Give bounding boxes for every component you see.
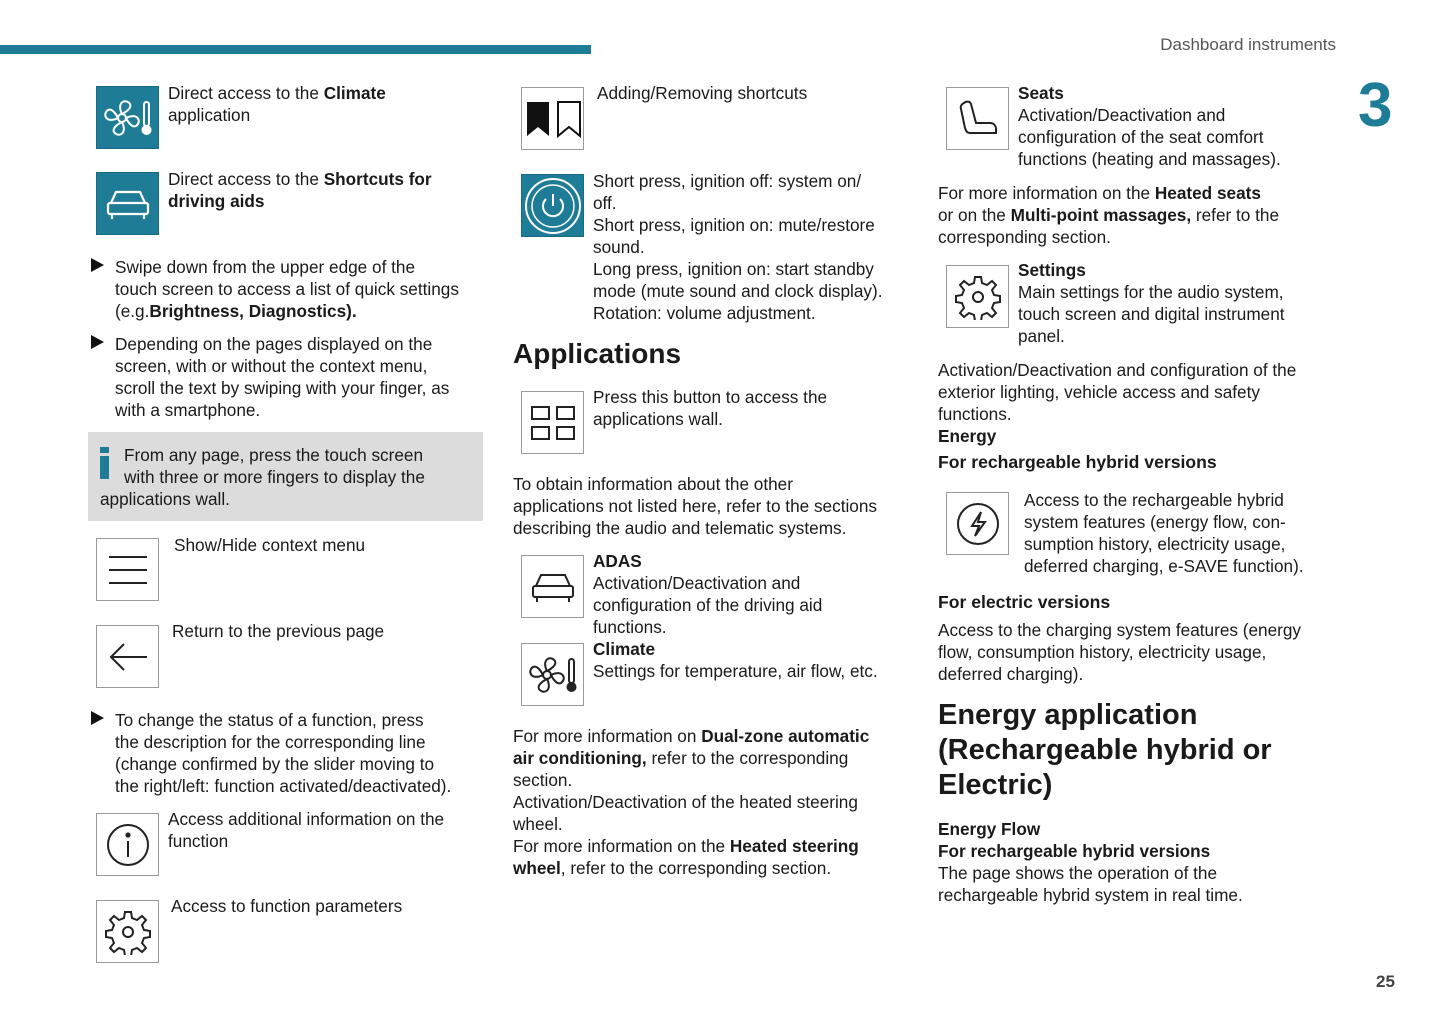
climate-icon [96, 86, 159, 149]
applications-heading: Applications [513, 338, 682, 369]
header-accent-bar [0, 45, 591, 54]
electric-text: Access to the charging system features (energy flow, consumption history, electricity usage, deferred charging). [938, 620, 1302, 684]
fan-thermometer-icon [521, 643, 584, 706]
hybrid-text: Access to the rechargeable hybrid system features (energy flow, con- sumption history, electricity usage, deferred charging, e-SAVE function). [1024, 490, 1304, 576]
car-icon [521, 555, 584, 618]
gear-icon [96, 900, 159, 963]
hamburger-menu-icon [96, 538, 159, 601]
bullet-arrow [91, 711, 104, 725]
seats-text: Seats Activation/Deactivation and configuration of the seat comfort functions (heating and massages). [1018, 83, 1281, 169]
bullet-arrow [91, 335, 104, 349]
seats-more-text: For more information on the Heated seats or on the Multi-point massages, refer to the corresponding section. [938, 183, 1280, 247]
bullet-arrow [91, 258, 104, 272]
bullet-scroll-text: Depending on the pages displayed on the screen, with or without the context menu, scroll the text by swiping with your finger, as with a smartphone. [115, 334, 450, 420]
adas-text: ADAS Activation/Deactivation and configuration of the driving aid functions. [593, 551, 823, 637]
info-note-text: From any page, press the touch screen with three or more fingers to display the applications wall. [100, 445, 425, 509]
seat-icon [946, 87, 1009, 150]
lightning-icon [946, 492, 1009, 555]
other-apps-text: To obtain information about the other applications not listed here, refer to the sections describing the audio and telematic systems. [513, 474, 878, 538]
energy-application-heading: Energy application (Rechargeable hybrid or Electric) [938, 699, 1272, 801]
chapter-number: 3 [1358, 71, 1393, 140]
driving-aids-shortcut-text: Direct access to the Shortcuts for driving aids [168, 169, 432, 211]
apps-text: Press this button to access the applications wall. [593, 387, 828, 429]
bullet-quick-settings: Swipe down from the upper edge of the touch screen to access a list of quick settings (e.g.Brightness, Diagnostics). [115, 257, 459, 321]
bullet-change-status: To change the status of a function, press the description for the corresponding line (change confirmed by the slider moving to the right/left: function activated/deactivated). [115, 710, 452, 796]
gear-icon [946, 265, 1009, 328]
driving-aids-icon [96, 172, 159, 235]
settings-text: Settings Main settings for the audio system, touch screen and digital instrument panel. [1018, 260, 1285, 346]
info-icon [96, 813, 159, 876]
electric-versions-heading: For electric versions [938, 592, 1111, 612]
params-text: Access to function parameters [171, 896, 403, 916]
climate-app-text: Climate Settings for temperature, air flow, etc. [593, 639, 878, 681]
apps-grid-icon [521, 391, 584, 454]
hybrid-versions-heading: For rechargeable hybrid versions [938, 452, 1217, 472]
context-menu-text: Show/Hide context menu [174, 535, 366, 555]
power-text: Short press, ignition off: system on/ off. Short press, ignition on: mute/restore sound. Long press, ignition on: start standby mode (mute sound and clock display). Rotation: volume adjustment. [593, 171, 883, 323]
running-header: Dashboard instruments [1160, 35, 1336, 54]
climate-shortcut-text: Direct access to the Climate application [168, 83, 386, 125]
more-info-text: For more information on Dual-zone automatic air conditioning, refer to the corresponding section. Activation/Deactivation of the heated steering wheel. For more information on the Heated steering wheel, refer to the corresponding section. [513, 726, 870, 878]
page-number: 25 [1376, 972, 1395, 991]
lighting-text: Activation/Deactivation and configuration of the exterior lighting, vehicle access and safety functions. Energy [938, 360, 1297, 446]
return-text: Return to the previous page [172, 621, 385, 641]
power-icon [521, 174, 584, 237]
shortcuts-edit-text: Adding/Removing shortcuts [597, 83, 808, 103]
info-text: Access additional information on the function [168, 809, 445, 851]
bookmark-icon [521, 87, 584, 150]
arrow-left-icon [96, 625, 159, 688]
energy-flow-text: Energy Flow For rechargeable hybrid versions The page shows the operation of the rechargeable hybrid system in real time. [938, 819, 1243, 905]
